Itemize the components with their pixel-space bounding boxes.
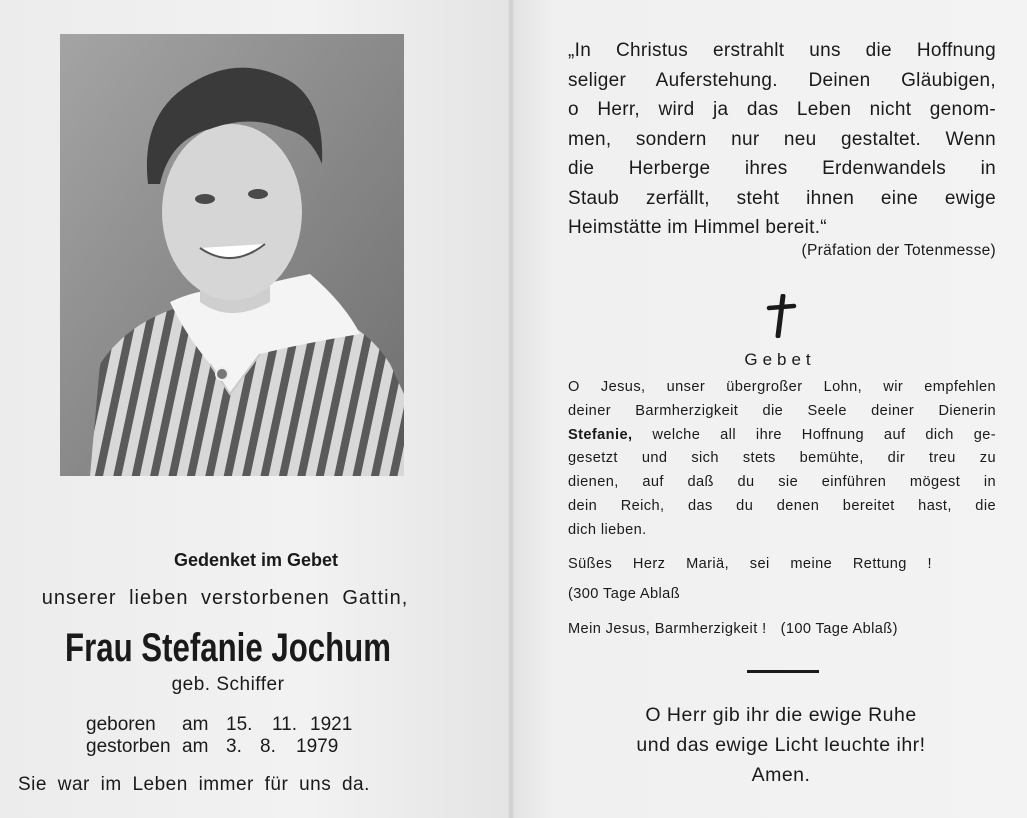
scripture-quote <box>568 36 996 243</box>
portrait-illustration <box>60 34 404 476</box>
indulgence-100: (100 Tage Ablaß) <box>780 621 898 637</box>
died-label: gestorben <box>86 736 171 757</box>
heading-gedenket: Gedenket im Gebet <box>173 550 339 570</box>
prayer-line: deiner Barmherzigkeit die Seele deiner Dienerin <box>568 402 996 419</box>
card-fold <box>508 0 514 818</box>
quote-line: men, sondern nur neu gestaltet. Wenn <box>568 128 996 150</box>
quote-line: „In Christus erstrahlt uns die Hoffnung <box>568 40 996 61</box>
prayer-title: Gebet <box>744 350 816 369</box>
prayer-line-name <box>568 424 996 448</box>
died-year: 1979 <box>296 736 339 757</box>
portrait-photo <box>60 34 404 476</box>
invocation-jesus-text: Mein Jesus, Barmherzigkeit ! <box>568 621 767 637</box>
born-year: 1921 <box>310 714 353 735</box>
closing-line: und das ewige Licht leuchte ihr! <box>636 734 926 756</box>
prayer-line: dich lieben. <box>568 521 647 538</box>
prayer-text <box>568 376 996 543</box>
died-day: 3. <box>226 736 242 757</box>
born-am: am <box>182 714 209 735</box>
born-day: 15. <box>226 714 253 735</box>
died-am: am <box>182 736 209 757</box>
prayer-bold-name: Stefanie, <box>568 426 633 443</box>
invocation-jesus <box>568 621 988 637</box>
died-month: 8. <box>260 736 276 757</box>
closing-prayer <box>581 700 981 790</box>
cross-icon <box>763 294 799 338</box>
prayer-line: gesetzt und sich stets bemühte, dir treu zu <box>568 450 996 467</box>
died-row <box>86 736 352 758</box>
prayer-line-rest: welche all ihre Hoffnung auf dich ge- <box>652 426 996 443</box>
born-month: 11. <box>272 714 298 735</box>
born-row <box>86 714 352 736</box>
subheading: unserer lieben verstorbenen Gattin, <box>41 587 409 609</box>
maiden-name: geb. Schiffer <box>171 674 285 695</box>
quote-source: (Präfation der Totenmesse) <box>801 242 996 259</box>
quote-line: Heimstätte im Himmel bereit.“ <box>568 217 827 238</box>
prayer-line: dein Reich, das du denen bereitet hast, die <box>568 497 996 514</box>
quote-line: die Herberge ihres Erdenwandels in <box>568 158 996 179</box>
prayer-line: dienen, auf daß du sie einführen mögest in <box>568 474 996 491</box>
invocation-mary: Süßes Herz Mariä, sei meine Rettung ! <box>568 556 932 572</box>
closing-line: Amen. <box>751 764 811 786</box>
closing-line: O Herr gib ihr die ewige Ruhe <box>645 704 917 726</box>
life-dates <box>86 714 352 758</box>
indulgence-300: (300 Tage Ablaß <box>568 586 681 602</box>
divider-line <box>747 670 819 673</box>
born-label: geboren <box>86 714 156 735</box>
quote-line: seliger Auferstehung. Deinen Gläubigen, <box>568 69 996 91</box>
deceased-name: Frau Stefanie Jochum <box>65 626 391 670</box>
closing-sentence: Sie war im Leben immer für uns da. <box>18 774 370 795</box>
quote-line: o Herr, wird ja das Leben nicht genom- <box>568 99 996 120</box>
prayer-line: O Jesus, unser übergroßer Lohn, wir empfehlen <box>568 379 996 395</box>
quote-line: Staub zerfällt, steht ihnen eine ewige <box>568 187 996 209</box>
